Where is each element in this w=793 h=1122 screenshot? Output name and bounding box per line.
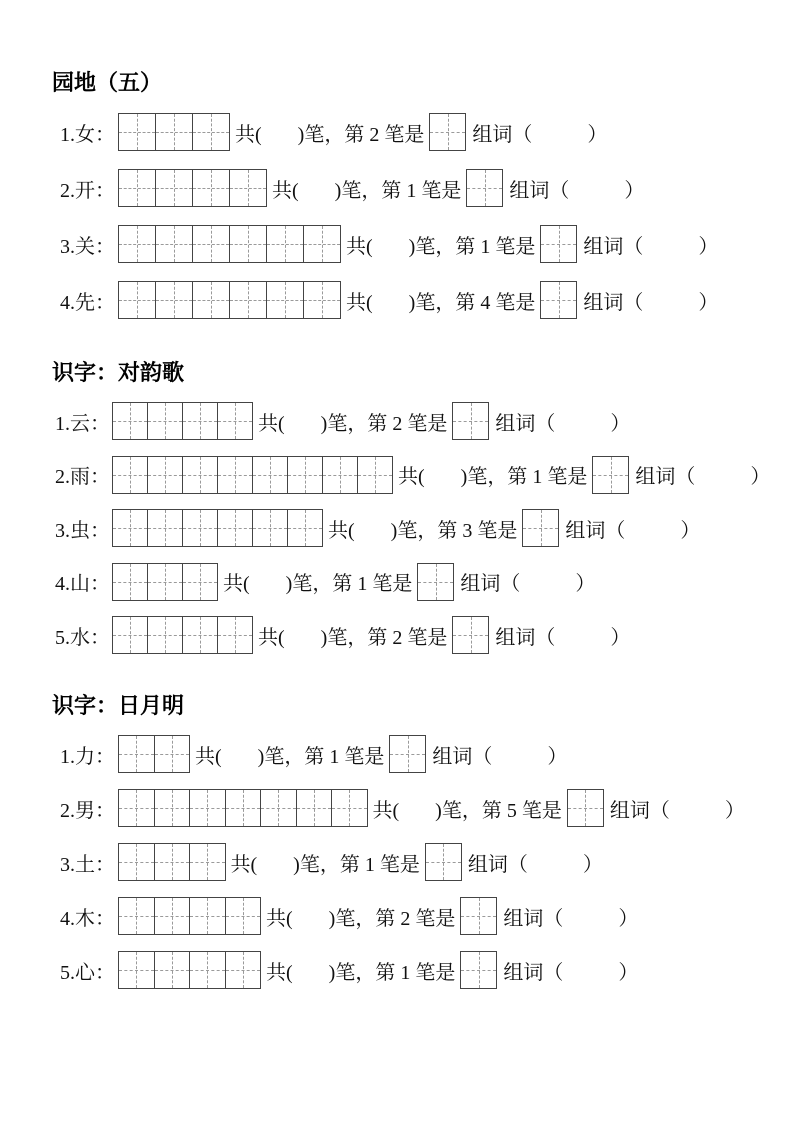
stroke-writing-cell[interactable] [147, 456, 183, 494]
stroke-writing-cell[interactable] [182, 616, 218, 654]
exercise-row [0, 225, 793, 263]
stroke-answer-box[interactable] [592, 456, 629, 494]
total-strokes-blank[interactable] [373, 288, 409, 312]
stroke-writing-cell[interactable] [192, 169, 230, 207]
exercise-row [0, 616, 793, 654]
stroke-answer-box[interactable] [429, 113, 466, 151]
character-label: 2.雨： [55, 466, 110, 488]
word-group-blank[interactable] [492, 742, 547, 766]
character-label: 5.心： [60, 961, 115, 984]
word-group-blank[interactable] [520, 570, 575, 594]
stroke-writing-cell[interactable] [217, 456, 253, 494]
stroke-writing-cell[interactable] [217, 509, 253, 547]
stroke-writing-cell[interactable] [322, 456, 358, 494]
total-strokes-prefix: 共( [235, 123, 262, 146]
stroke-writing-cell[interactable] [192, 225, 230, 263]
stroke-writing-cell[interactable] [118, 789, 155, 827]
word-group-blank[interactable] [563, 904, 618, 928]
stroke-answer-box[interactable] [522, 509, 559, 547]
stroke-writing-cell[interactable] [296, 789, 333, 827]
stroke-writing-cell[interactable] [154, 897, 191, 935]
stroke-order-question: )笔，第 2 笔是 [297, 123, 425, 146]
section-title: 园地（五） [52, 70, 163, 95]
total-strokes-prefix: 共( [223, 573, 250, 595]
total-strokes-blank[interactable] [425, 463, 461, 487]
stroke-writing-grid [112, 402, 253, 440]
section-title: 识字：日月明 [52, 693, 185, 718]
stroke-writing-cell[interactable] [118, 225, 156, 263]
word-group-prefix: 组词（ [495, 626, 556, 649]
total-strokes-blank[interactable] [257, 850, 293, 874]
total-strokes-blank[interactable] [373, 232, 409, 256]
total-strokes-blank[interactable] [250, 570, 286, 594]
character-label: 5.水： [55, 626, 110, 649]
stroke-order-question: )笔，第 1 笔是 [257, 745, 385, 768]
stroke-writing-cell[interactable] [331, 789, 368, 827]
stroke-writing-cell[interactable] [357, 456, 393, 494]
stroke-writing-cell[interactable] [154, 789, 191, 827]
stroke-writing-grid [112, 616, 253, 654]
stroke-writing-cell[interactable] [155, 225, 193, 263]
stroke-writing-grid [112, 563, 218, 601]
total-strokes-blank[interactable] [293, 904, 329, 928]
word-group-blank[interactable] [569, 176, 624, 200]
character-label: 1.力： [60, 745, 115, 768]
stroke-order-question: )笔，第 3 笔是 [390, 519, 518, 542]
stroke-writing-cell[interactable] [112, 456, 148, 494]
word-group-suffix: ） [610, 412, 631, 435]
stroke-writing-cell[interactable] [225, 951, 262, 989]
stroke-writing-grid [118, 225, 341, 263]
total-strokes-blank[interactable] [399, 796, 435, 820]
word-group-prefix: 组词（ [583, 235, 644, 258]
stroke-writing-cell[interactable] [303, 225, 341, 263]
total-strokes-blank[interactable] [299, 176, 335, 200]
stroke-order-question: )笔，第 5 笔是 [435, 799, 562, 822]
stroke-writing-cell[interactable] [147, 616, 183, 654]
exercise-row [0, 402, 793, 440]
stroke-writing-cell[interactable] [182, 509, 218, 547]
word-group-prefix: 组词（ [467, 853, 528, 876]
word-group-blank[interactable] [563, 958, 618, 982]
total-strokes-prefix: 共( [230, 853, 258, 876]
stroke-answer-box[interactable] [452, 616, 489, 654]
stroke-writing-cell[interactable] [182, 563, 218, 601]
stroke-writing-cell[interactable] [303, 281, 341, 319]
total-strokes-prefix: 共( [266, 907, 293, 930]
stroke-writing-grid [118, 113, 230, 151]
stroke-answer-box[interactable] [460, 951, 497, 989]
stroke-writing-cell[interactable] [287, 509, 323, 547]
stroke-writing-cell[interactable] [118, 281, 156, 319]
exercise-row [0, 843, 793, 881]
total-strokes-blank[interactable] [222, 742, 258, 766]
word-group-suffix: ） [698, 235, 719, 258]
exercise-row [0, 509, 793, 547]
exercise-list [0, 402, 793, 654]
stroke-writing-cell[interactable] [192, 281, 230, 319]
stroke-writing-grid [118, 843, 226, 881]
word-group-suffix: ） [618, 961, 639, 984]
word-group-suffix: ） [750, 466, 771, 488]
stroke-order-question: )笔，第 2 笔是 [320, 626, 448, 649]
stroke-writing-grid [112, 509, 323, 547]
stroke-writing-cell[interactable] [118, 897, 155, 935]
stroke-writing-cell[interactable] [225, 789, 262, 827]
word-group-suffix: ） [618, 907, 639, 930]
stroke-writing-cell[interactable] [189, 897, 226, 935]
stroke-writing-cell[interactable] [112, 509, 148, 547]
stroke-writing-cell[interactable] [182, 402, 218, 440]
exercise-list [0, 113, 793, 319]
stroke-writing-cell[interactable] [252, 509, 288, 547]
section-literacy-duiyunge [0, 360, 793, 670]
word-group-suffix: ） [610, 626, 631, 649]
stroke-writing-cell[interactable] [192, 113, 230, 151]
total-strokes-prefix: 共( [346, 235, 373, 258]
word-group-prefix: 组词（ [565, 519, 626, 542]
exercise-list [0, 735, 793, 989]
total-strokes-blank[interactable] [285, 409, 321, 433]
stroke-answer-box[interactable] [540, 225, 577, 263]
stroke-writing-grid [118, 789, 368, 827]
total-strokes-prefix: 共( [195, 745, 222, 768]
stroke-writing-cell[interactable] [189, 951, 226, 989]
stroke-writing-cell[interactable] [118, 113, 156, 151]
word-group-suffix: ） [624, 179, 645, 202]
stroke-writing-cell[interactable] [118, 169, 156, 207]
exercise-row [0, 897, 793, 935]
stroke-writing-grid [118, 735, 190, 773]
word-group-blank[interactable] [625, 516, 680, 540]
word-group-blank[interactable] [528, 850, 583, 874]
stroke-writing-cell[interactable] [112, 563, 148, 601]
stroke-answer-box[interactable] [567, 789, 604, 827]
stroke-writing-cell[interactable] [155, 281, 193, 319]
stroke-writing-cell[interactable] [154, 735, 191, 773]
total-strokes-prefix: 共( [398, 466, 425, 488]
stroke-writing-cell[interactable] [229, 169, 267, 207]
stroke-order-question: )笔，第 2 笔是 [320, 412, 448, 435]
word-group-suffix: ） [698, 291, 719, 314]
stroke-writing-grid [118, 897, 261, 935]
word-group-suffix: ） [680, 519, 701, 542]
word-group-blank[interactable] [670, 796, 725, 820]
word-group-prefix: 组词（ [609, 799, 670, 822]
stroke-order-question: )笔，第 1 笔是 [334, 179, 462, 202]
stroke-writing-cell[interactable] [154, 951, 191, 989]
word-group-suffix: ） [575, 573, 596, 595]
stroke-writing-cell[interactable] [118, 951, 155, 989]
character-label: 4.木： [60, 907, 115, 930]
word-group-prefix: 组词（ [495, 412, 556, 435]
stroke-writing-cell[interactable] [118, 843, 155, 881]
exercise-row [0, 735, 793, 773]
stroke-writing-cell[interactable] [252, 456, 288, 494]
stroke-order-question: )笔，第 1 笔是 [285, 573, 413, 595]
stroke-writing-cell[interactable] [118, 735, 155, 773]
stroke-answer-box[interactable] [452, 402, 489, 440]
total-strokes-prefix: 共( [346, 291, 373, 314]
stroke-writing-cell[interactable] [225, 897, 262, 935]
stroke-answer-box[interactable] [466, 169, 503, 207]
stroke-writing-cell[interactable] [189, 789, 226, 827]
stroke-order-question: )笔，第 4 笔是 [408, 291, 536, 314]
section-garden-5 [0, 70, 793, 337]
word-group-prefix: 组词（ [503, 907, 564, 930]
section-title: 识字：对韵歌 [52, 360, 185, 385]
stroke-writing-cell[interactable] [112, 402, 148, 440]
exercise-row [0, 951, 793, 989]
exercise-row [0, 456, 793, 494]
stroke-order-question: )笔，第 1 笔是 [460, 466, 588, 488]
stroke-writing-cell[interactable] [229, 281, 267, 319]
total-strokes-prefix: 共( [258, 412, 285, 435]
section-literacy-riyueming [0, 693, 793, 1005]
word-group-blank[interactable] [643, 232, 698, 256]
character-label: 3.关： [60, 235, 115, 258]
stroke-writing-cell[interactable] [147, 563, 183, 601]
word-group-suffix: ） [587, 123, 608, 146]
word-group-prefix: 组词（ [432, 745, 493, 768]
character-label: 3.虫： [55, 519, 110, 542]
word-group-prefix: 组词（ [460, 573, 521, 595]
word-group-blank[interactable] [555, 623, 610, 647]
total-strokes-prefix: 共( [372, 799, 400, 822]
stroke-writing-cell[interactable] [155, 169, 193, 207]
stroke-writing-cell[interactable] [189, 843, 226, 881]
stroke-answer-box[interactable] [417, 563, 454, 601]
stroke-writing-cell[interactable] [266, 225, 304, 263]
character-label: 1.云： [55, 412, 110, 435]
stroke-writing-cell[interactable] [147, 402, 183, 440]
word-group-prefix: 组词（ [583, 291, 644, 314]
exercise-row [0, 281, 793, 319]
total-strokes-prefix: 共( [272, 179, 299, 202]
character-label: 3.土： [60, 853, 115, 876]
stroke-writing-cell[interactable] [229, 225, 267, 263]
stroke-order-question: )笔，第 2 笔是 [328, 907, 456, 930]
stroke-order-question: )笔，第 1 笔是 [328, 961, 456, 984]
stroke-writing-grid [118, 951, 261, 989]
stroke-writing-cell[interactable] [266, 281, 304, 319]
stroke-writing-cell[interactable] [260, 789, 297, 827]
stroke-writing-cell[interactable] [287, 456, 323, 494]
total-strokes-blank[interactable] [293, 958, 329, 982]
character-label: 2.开： [60, 179, 115, 202]
word-group-prefix: 组词（ [635, 466, 696, 488]
stroke-answer-box[interactable] [540, 281, 577, 319]
exercise-row [0, 789, 793, 827]
stroke-writing-cell[interactable] [112, 616, 148, 654]
word-group-suffix: ） [547, 745, 568, 768]
stroke-answer-box[interactable] [425, 843, 462, 881]
stroke-writing-cell[interactable] [147, 509, 183, 547]
word-group-prefix: 组词（ [509, 179, 570, 202]
exercise-row [0, 563, 793, 601]
stroke-writing-cell[interactable] [217, 402, 253, 440]
word-group-prefix: 组词（ [472, 123, 533, 146]
stroke-writing-cell[interactable] [182, 456, 218, 494]
total-strokes-blank[interactable] [355, 516, 391, 540]
character-label: 1.女： [60, 123, 115, 146]
word-group-blank[interactable] [532, 120, 587, 144]
total-strokes-blank[interactable] [285, 623, 321, 647]
stroke-writing-grid [118, 281, 341, 319]
word-group-prefix: 组词（ [503, 961, 564, 984]
character-label: 2.男： [60, 799, 115, 822]
stroke-writing-cell[interactable] [155, 113, 193, 151]
word-group-blank[interactable] [555, 409, 610, 433]
total-strokes-prefix: 共( [328, 519, 355, 542]
stroke-writing-grid [118, 169, 267, 207]
character-label: 4.山： [55, 573, 110, 595]
character-label: 4.先： [60, 291, 115, 314]
exercise-row [0, 113, 793, 151]
stroke-answer-box[interactable] [389, 735, 426, 773]
stroke-writing-cell[interactable] [154, 843, 191, 881]
word-group-blank[interactable] [695, 463, 750, 487]
total-strokes-prefix: 共( [266, 961, 293, 984]
stroke-writing-grid [112, 456, 393, 494]
stroke-order-question: )笔，第 1 笔是 [408, 235, 536, 258]
exercise-row [0, 169, 793, 207]
total-strokes-blank[interactable] [262, 120, 298, 144]
stroke-writing-cell[interactable] [217, 616, 253, 654]
stroke-order-question: )笔，第 1 笔是 [293, 853, 420, 876]
total-strokes-prefix: 共( [258, 626, 285, 649]
word-group-blank[interactable] [643, 288, 698, 312]
stroke-answer-box[interactable] [460, 897, 497, 935]
word-group-suffix: ） [582, 853, 603, 876]
word-group-suffix: ） [724, 799, 745, 822]
